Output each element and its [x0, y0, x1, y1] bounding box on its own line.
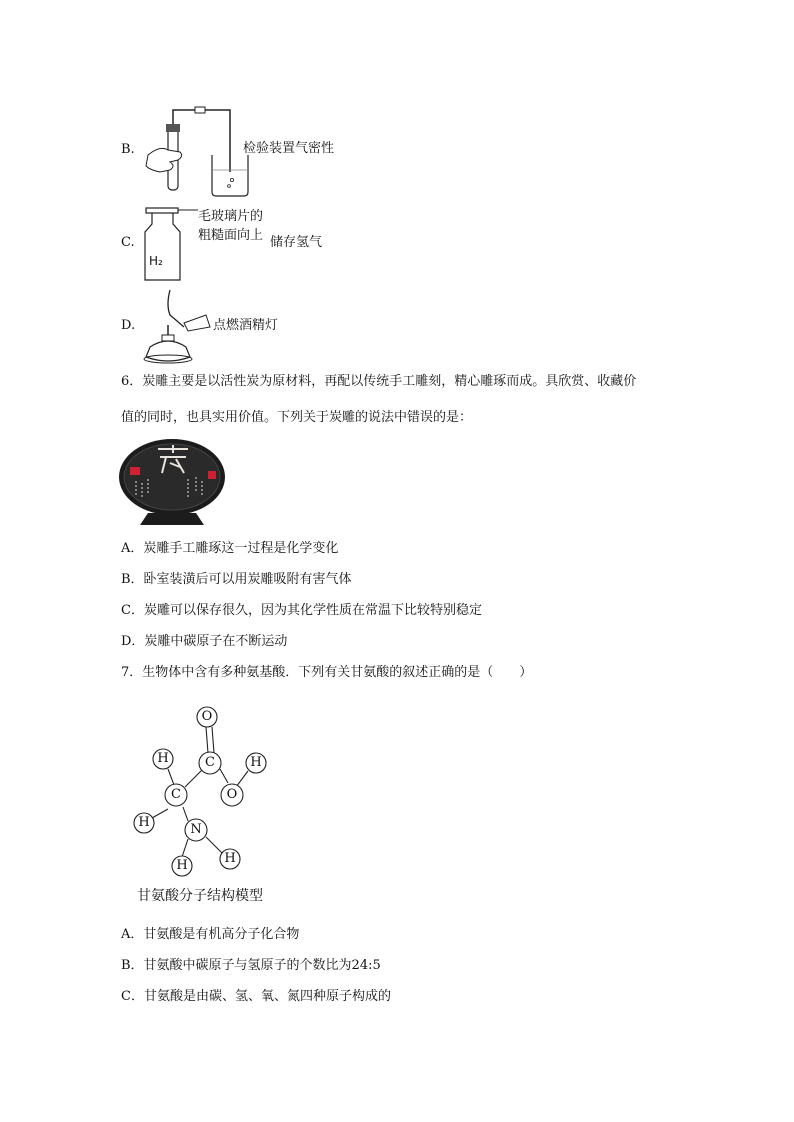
- atom-h-n2: H: [224, 851, 236, 866]
- q7-option-a: A．甘氨酸是有机高分子化合物: [121, 927, 300, 942]
- q7-option-b: B．甘氨酸中碳原子与氢原子的个数比为24:5: [121, 958, 381, 973]
- carbon-carving-image: [118, 437, 226, 527]
- atom-h-oh: H: [250, 755, 262, 770]
- option-b-letter: B.: [121, 142, 135, 157]
- atom-o-oh: O: [226, 787, 238, 802]
- option-b-caption: 检验装置气密性: [243, 141, 335, 156]
- atom-h-bottom-left: H: [138, 815, 150, 830]
- glycine-model-diagram: [130, 703, 280, 883]
- bottle-callout-line1: 毛玻璃片的: [198, 209, 264, 224]
- option-c-caption: 储存氢气: [270, 235, 323, 250]
- atom-h-left: H: [157, 751, 169, 766]
- atom-c-alpha: C: [171, 787, 181, 802]
- option-c-letter: C.: [121, 235, 135, 250]
- bottle-callout-line2: 粗糙面向上: [198, 228, 264, 243]
- q6-stem-line2: 值的同时，也具实用价值。下列关于炭雕的说法中错误的是：: [121, 410, 473, 425]
- atom-c-acid: C: [205, 755, 215, 770]
- option-d-caption: 点燃酒精灯: [213, 318, 279, 333]
- airtight-apparatus-figure: [140, 100, 250, 200]
- atom-o-top: O: [201, 709, 213, 724]
- q6-stem-line1: 6．炭雕主要是以活性炭为原材料，再配以传统手工雕刻，精心雕琢而成。具欣赏、收藏价: [121, 374, 637, 389]
- q6-option-a: A．炭雕手工雕琢这一过程是化学变化: [121, 541, 339, 556]
- atom-h-n1: H: [176, 858, 188, 873]
- q7-option-c: C．甘氨酸是由碳、氢、氧、氮四种原子构成的: [121, 989, 391, 1004]
- q6-option-c: C．炭雕可以保存很久，因为其化学性质在常温下比较特别稳定: [121, 603, 482, 618]
- option-d-letter: D.: [121, 318, 136, 333]
- glycine-model-caption: 甘氨酸分子结构模型: [137, 888, 263, 904]
- atom-n: N: [190, 822, 202, 837]
- q7-stem: 7．生物体中含有多种氨基酸．下列有关甘氨酸的叙述正确的是（ ）: [121, 665, 533, 680]
- q6-option-b: B．卧室装潢后可以用炭雕吸附有害气体: [121, 572, 352, 587]
- alcohol-lamp-figure: [140, 285, 220, 370]
- q6-option-d: D．炭雕中碳原子在不断运动: [121, 634, 288, 649]
- bottle-label-h2: H₂: [149, 254, 163, 268]
